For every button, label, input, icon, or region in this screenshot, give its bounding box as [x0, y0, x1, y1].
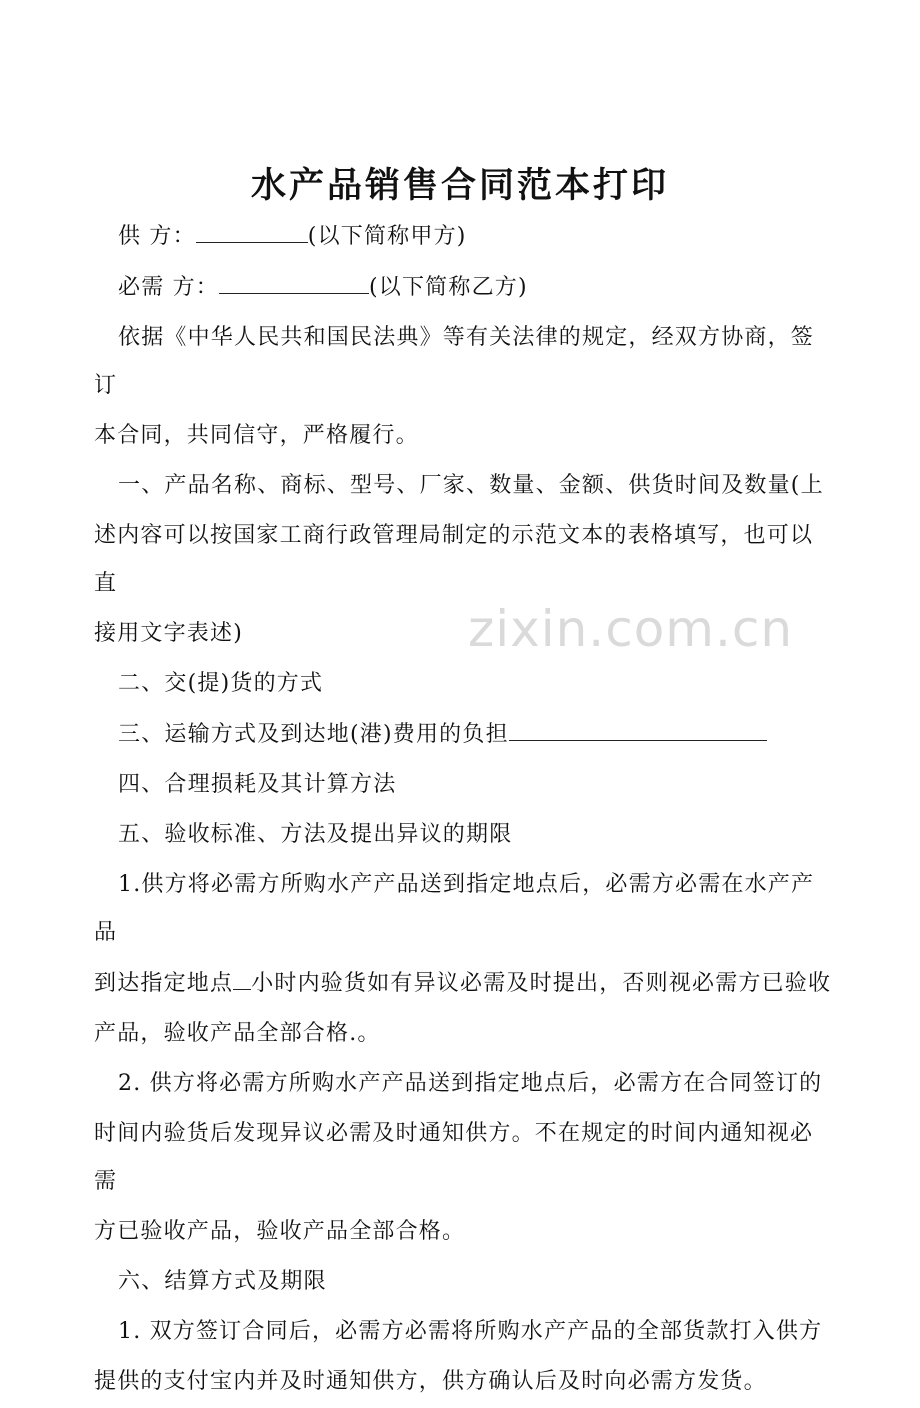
section-3-blank	[509, 710, 767, 741]
section-6-heading: 六、结算方式及期限	[118, 1269, 327, 1294]
buyer-line	[94, 263, 834, 312]
watermark: zixin.com.cn	[468, 600, 794, 658]
s5-1-text-b: 小时内验货如有异议必需及时提出，否则视必需方已验收	[251, 971, 832, 996]
section-5-item-1-line-2	[94, 959, 834, 1008]
section-5-item-1-line-3: 产品，验收产品全部合格.。	[94, 1021, 381, 1046]
intro-line-2: 本合同，共同信守，严格履行。	[94, 423, 419, 448]
supplier-suffix: (以下简称甲方)	[307, 224, 467, 249]
section-5-heading: 五、验收标准、方法及提出异议的期限	[118, 822, 513, 847]
section-6-item-1-line-1: 1. 双方签订合同后，必需方必需将所购水产产品的全部货款打入供方	[118, 1319, 823, 1344]
section-1-line-2: 述内容可以按国家工商行政管理局制定的示范文本的表格填写，也可以直	[94, 523, 814, 596]
section-2-heading: 二、交(提)货的方式	[118, 671, 324, 696]
section-1-line-3: 接用文字表述)	[94, 621, 243, 646]
section-3-heading: 三、运输方式及到达地(港)费用的负担	[118, 722, 509, 747]
section-5-item-2-line-2: 时间内验货后发现异议必需及时通知供方。不在规定的时间内通知视必需	[94, 1121, 814, 1194]
section-3-line	[94, 710, 834, 759]
supplier-line	[94, 212, 834, 261]
intro-line-1: 依据《中华人民共和国民法典》等有关法律的规定，经双方协商，签订	[94, 325, 815, 398]
buyer-blank	[219, 263, 369, 294]
section-5-item-2-line-1: 2. 供方将必需方所购水产产品送到指定地点后，必需方在合同签订的	[118, 1071, 823, 1096]
supplier-blank	[196, 212, 308, 243]
section-4-heading: 四、合理损耗及其计算方法	[118, 772, 397, 797]
document-body	[94, 212, 834, 1408]
s5-1-text-a: 到达指定地点	[94, 971, 234, 996]
section-6-item-1-line-2: 提供的支付宝内并及时通知供方，供方确认后及时向必需方发货。	[94, 1369, 767, 1394]
document-title: 水产品销售合同范本打印	[250, 165, 669, 206]
supplier-label: 供 方：	[118, 224, 196, 249]
section-5-item-1-line-1: 1.供方将必需方所购水产产品送到指定地点后，必需方必需在水产产品	[94, 872, 815, 945]
section-5-item-2-line-3: 方已验收产品，验收产品全部合格。	[94, 1219, 466, 1244]
section-1-line-1: 一、产品名称、商标、型号、厂家、数量、金额、供货时间及数量(上	[118, 473, 824, 498]
buyer-suffix: (以下简称乙方)	[369, 275, 528, 300]
hours-blank	[233, 959, 251, 990]
buyer-label: 必需 方：	[118, 275, 219, 300]
